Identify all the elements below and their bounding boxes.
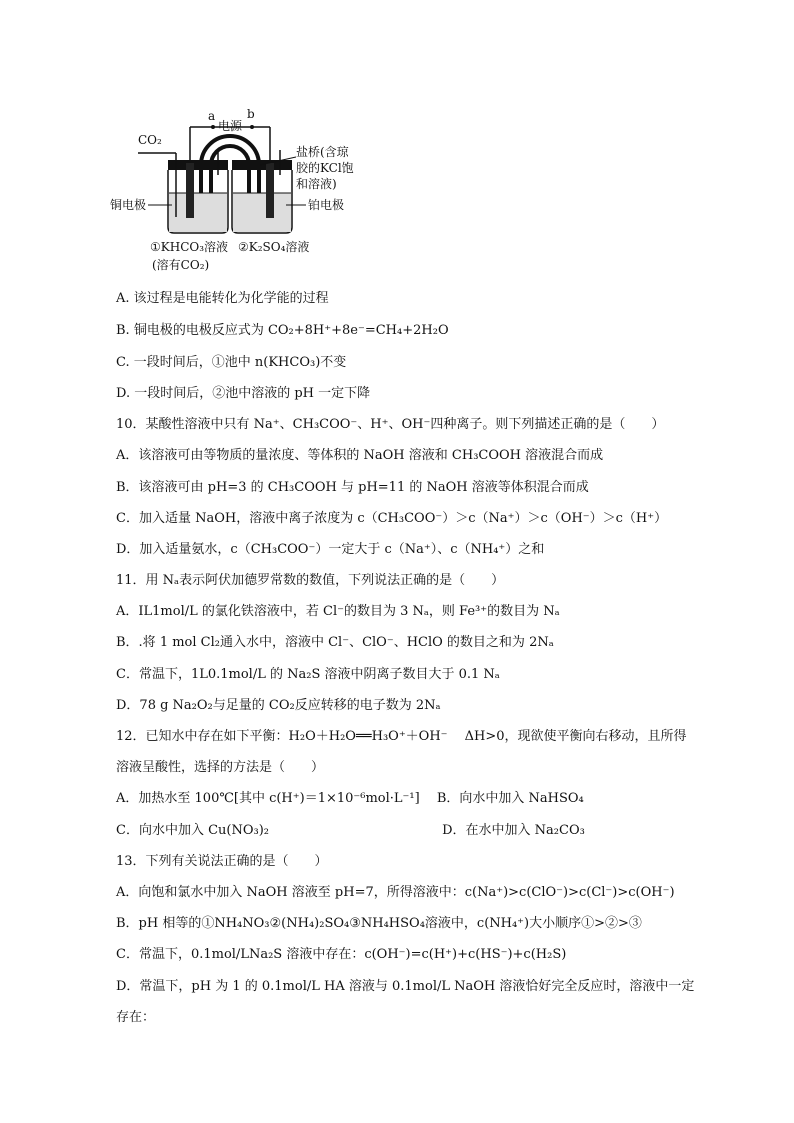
solution-1-note: (溶有CO₂) — [152, 258, 210, 272]
q12-stem-cont: 溶液呈酸性，选择的方法是（ ） — [116, 760, 325, 775]
q10-option-c: C．加入适量 NaOH，溶液中离子浓度为 c（CH₃COO⁻）＞c（Na⁺）＞c（OH⁻）＞c（H⁺） — [116, 511, 668, 526]
q13-option-b: B．pH 相等的①NH₄NO₃②(NH₄)₂SO₄③NH₄HSO₄溶液中，c(NH₄⁺)大小顺序①>②>③ — [116, 916, 642, 931]
electrolysis-diagram — [110, 105, 370, 280]
terminal-b-label: b — [247, 107, 255, 121]
salt-bridge-label-3: 和溶液) — [296, 177, 337, 191]
q9-option-a: A. 该过程是电能转化为化学能的过程 — [116, 291, 329, 306]
q9-option-b: B. 铜电极的电极反应式为 CO₂+8H⁺+8e⁻=CH₄+2H₂O — [116, 323, 449, 338]
q11-option-a: A．IL1mol/L 的氯化铁溶液中，若 Cl⁻的数目为 3 Nₐ，则 Fe³⁺的数目为 Nₐ — [116, 604, 560, 619]
q13-option-d-cont: 存在： — [116, 1010, 156, 1025]
q11-stem: 11．用 Nₐ表示阿伏加德罗常数的数值，下列说法正确的是（ ） — [116, 573, 505, 588]
q10-option-a: A．该溶液可由等物质的量浓度、等体积的 NaOH 溶液和 CH₃COOH 溶液混合而成 — [116, 448, 604, 463]
q12-stem: 12．已知水中存在如下平衡：H₂O＋H₂O══H₃O⁺＋OH⁻ ΔH>0，现欲使平衡向右移动，且所得 — [116, 729, 687, 744]
q10-option-d: D．加入适量氨水，c（CH₃COO⁻）一定大于 c（Na⁺）、c（NH₄⁺）之和 — [116, 542, 545, 557]
terminal-a-label: a — [208, 109, 216, 123]
q11-option-c: C．常温下，1L0.1mol/L 的 Na₂S 溶液中阴离子数目大于 0.1 Nₐ — [116, 667, 500, 682]
copper-electrode-label: 铜电极 — [110, 198, 147, 212]
q13-option-c: C．常温下，0.1mol/LNa₂S 溶液中存在：c(OH⁻)=c(H⁺)+c(HS⁻)+c(H₂S) — [116, 947, 567, 962]
q10-option-b: B．该溶液可由 pH=3 的 CH₃COOH 与 pH=11 的 NaOH 溶液等体积混合而成 — [116, 480, 589, 495]
co2-label: CO₂ — [138, 133, 162, 147]
q11-option-b: B．.将 1 mol Cl₂通入水中，溶液中 Cl⁻、ClO⁻、HClO 的数目之和为 2Nₐ — [116, 635, 554, 650]
q12-option-ab: A．加热水至 100℃[其中 c(H⁺)＝1×10⁻⁶mol·L⁻¹] B．向水中加入 NaHSO₄ — [116, 791, 584, 806]
platinum-electrode-label: 铂电极 — [308, 198, 345, 212]
q13-stem: 13．下列有关说法正确的是（ ） — [116, 854, 328, 869]
q9-option-c: C. 一段时间后，①池中 n(KHCO₃)不变 — [116, 355, 347, 370]
q13-option-a: A．向饱和氯水中加入 NaOH 溶液至 pH=7，所得溶液中：c(Na⁺)>c(ClO⁻)>c(Cl⁻)>c(OH⁻) — [116, 885, 675, 900]
q10-stem: 10．某酸性溶液中只有 Na⁺、CH₃COO⁻、H⁺、OH⁻四种离子。则下列描述正确的是（ ） — [116, 417, 665, 432]
solution-2-label: ②K₂SO₄溶液 — [238, 240, 310, 254]
q12-option-cd: C．向水中加入 Cu(NO₃)₂ D．在水中加入 Na₂CO₃ — [116, 823, 585, 838]
q13-option-d: D．常温下，pH 为 1 的 0.1mol/L HA 溶液与 0.1mol/L NaOH 溶液恰好完全反应时，溶液中一定 — [116, 979, 695, 994]
q9-option-d: D. 一段时间后，②池中溶液的 pH 一定下降 — [116, 386, 371, 401]
solution-1-label: ①KHCO₃溶液 — [150, 240, 229, 254]
q11-option-d: D．78 g Na₂O₂与足量的 CO₂反应转移的电子数为 2Nₐ — [116, 698, 441, 713]
salt-bridge-label-2: 胶的KCl饱 — [296, 161, 354, 175]
salt-bridge-label-1: 盐桥(含琼 — [296, 145, 349, 159]
power-source-label: 电源 — [218, 119, 243, 133]
